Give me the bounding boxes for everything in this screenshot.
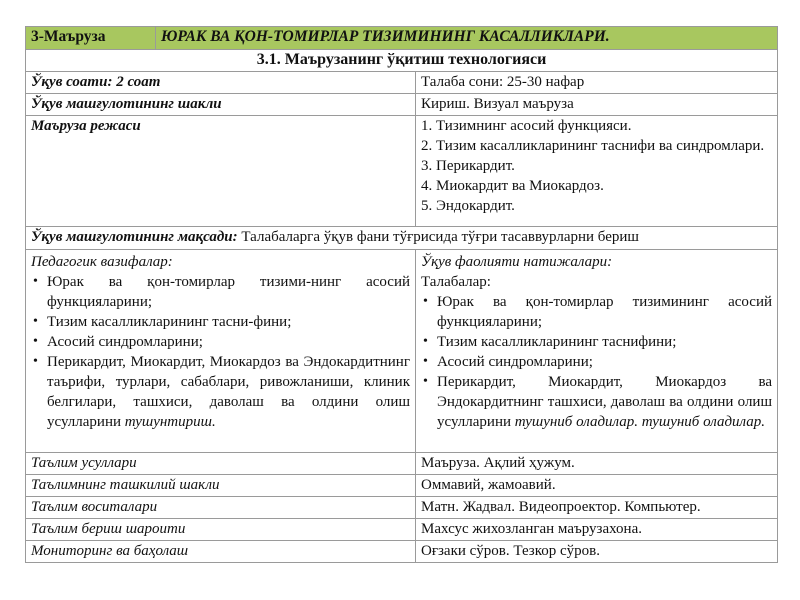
tasks-list [31,272,410,432]
list-item: • Тизим касалликларининг таснифини; [437,332,772,352]
plan-row [26,116,778,227]
form-value: Кириш. Визуал маъруза [416,94,778,116]
row-label: Таълим бериш шароити [26,519,416,541]
row-label: Мониторинг ва баҳолаш [26,541,416,563]
row-label: Таълимнинг ташкилий шакли [26,475,416,497]
table-row [26,497,778,519]
list-item-text: Перикардит, Миокардит, Миокардоз ва Эндокардитнинг таърифи, турлари, сабаблари, ривожланиши, клиник белгилари, ташхиси, даволаш ва олдини олиш усулларини [47,354,410,430]
lecture-table [25,26,778,563]
results-cell [416,250,778,453]
plan-label: Маъруза режаси [26,116,416,227]
list-item: • Юрак ва қон-томирлар тизимининг асосий функцияларини; [437,292,772,332]
plan-item: 5. Эндокардит. [421,198,515,214]
table-row [26,475,778,497]
list-item: • Тизим касалликларининг тасни-фини; [47,312,410,332]
plan-item: 1. Тизимнинг асосий функцияси. [421,118,632,134]
list-item-emphasis: тушунтириш. [121,414,216,430]
hours-row [26,72,778,94]
list-item: • Юрак ва қон-томирлар тизими-нинг асосий функцияларини; [47,272,410,312]
hours-value: Талаба сони: 25-30 нафар [416,72,778,94]
list-item: • Асосий синдромларини; [47,332,410,352]
row-value: Маъруза. Ақлий ҳужум. [416,453,778,475]
plan-item: 2. Тизим касалликларининг таснифи ва синдромлари. [421,138,765,154]
list-item [47,352,410,432]
goal-text: Талабаларга ўқув фани тўғрисида тўғри тасаввурларни бериш [237,229,639,245]
table-row [26,541,778,563]
results-intro: Талабалар: [421,274,491,290]
lecture-number: 3-Маъруза [26,27,156,50]
lecture-title: ЮРАК ВА ҚОН-ТОМИРЛАР ТИЗИМИНИНГ КАСАЛЛИКЛАРИ. [156,27,778,50]
row-value: Оммавий, жамоавий. [416,475,778,497]
form-row [26,94,778,116]
plan-list [416,116,778,227]
tasks-label: Педагогик вазифалар: [31,254,173,270]
row-value: Матн. Жадвал. Видеопроектор. Компьютер. [416,497,778,519]
section-subtitle: 3.1. Маърузанинг ўқитиш технологияси [26,50,778,72]
list-item [437,372,772,432]
tasks-results-row [26,250,778,453]
list-item: • Асосий синдромларини; [437,352,772,372]
subtitle-row [26,50,778,72]
row-label: Таълим усуллари [26,453,416,475]
row-label: Таълим воситалари [26,497,416,519]
goal-row [26,227,778,250]
row-value: Махсус жихозланган маърузахона. [416,519,778,541]
table-row [26,519,778,541]
table-row [26,453,778,475]
results-label: Ўқув фаолияти натижалари: [421,254,613,270]
tasks-cell [26,250,416,453]
goal-cell [26,227,778,250]
header-row [26,27,778,50]
form-label: Ўқув машғулотининг шакли [26,94,416,116]
plan-item: 4. Миокардит ва Миокардоз. [421,178,604,194]
plan-item: 3. Перикардит. [421,158,515,174]
row-value: Оғзаки сўров. Тезкор сўров. [416,541,778,563]
list-item-text: Перикардит, Миокардит, Миокардоз ва Эндокардитнинг ташхиси, даволаш ва олдини олиш усулларини [437,374,773,430]
list-item-emphasis: тушуниб оладилар. тушуниб оладилар. [511,414,766,430]
results-list [421,292,772,432]
goal-label: Ўқув машғулотининг мақсади: [31,229,238,245]
hours-label: Ўқув соати: 2 соат [26,72,416,94]
